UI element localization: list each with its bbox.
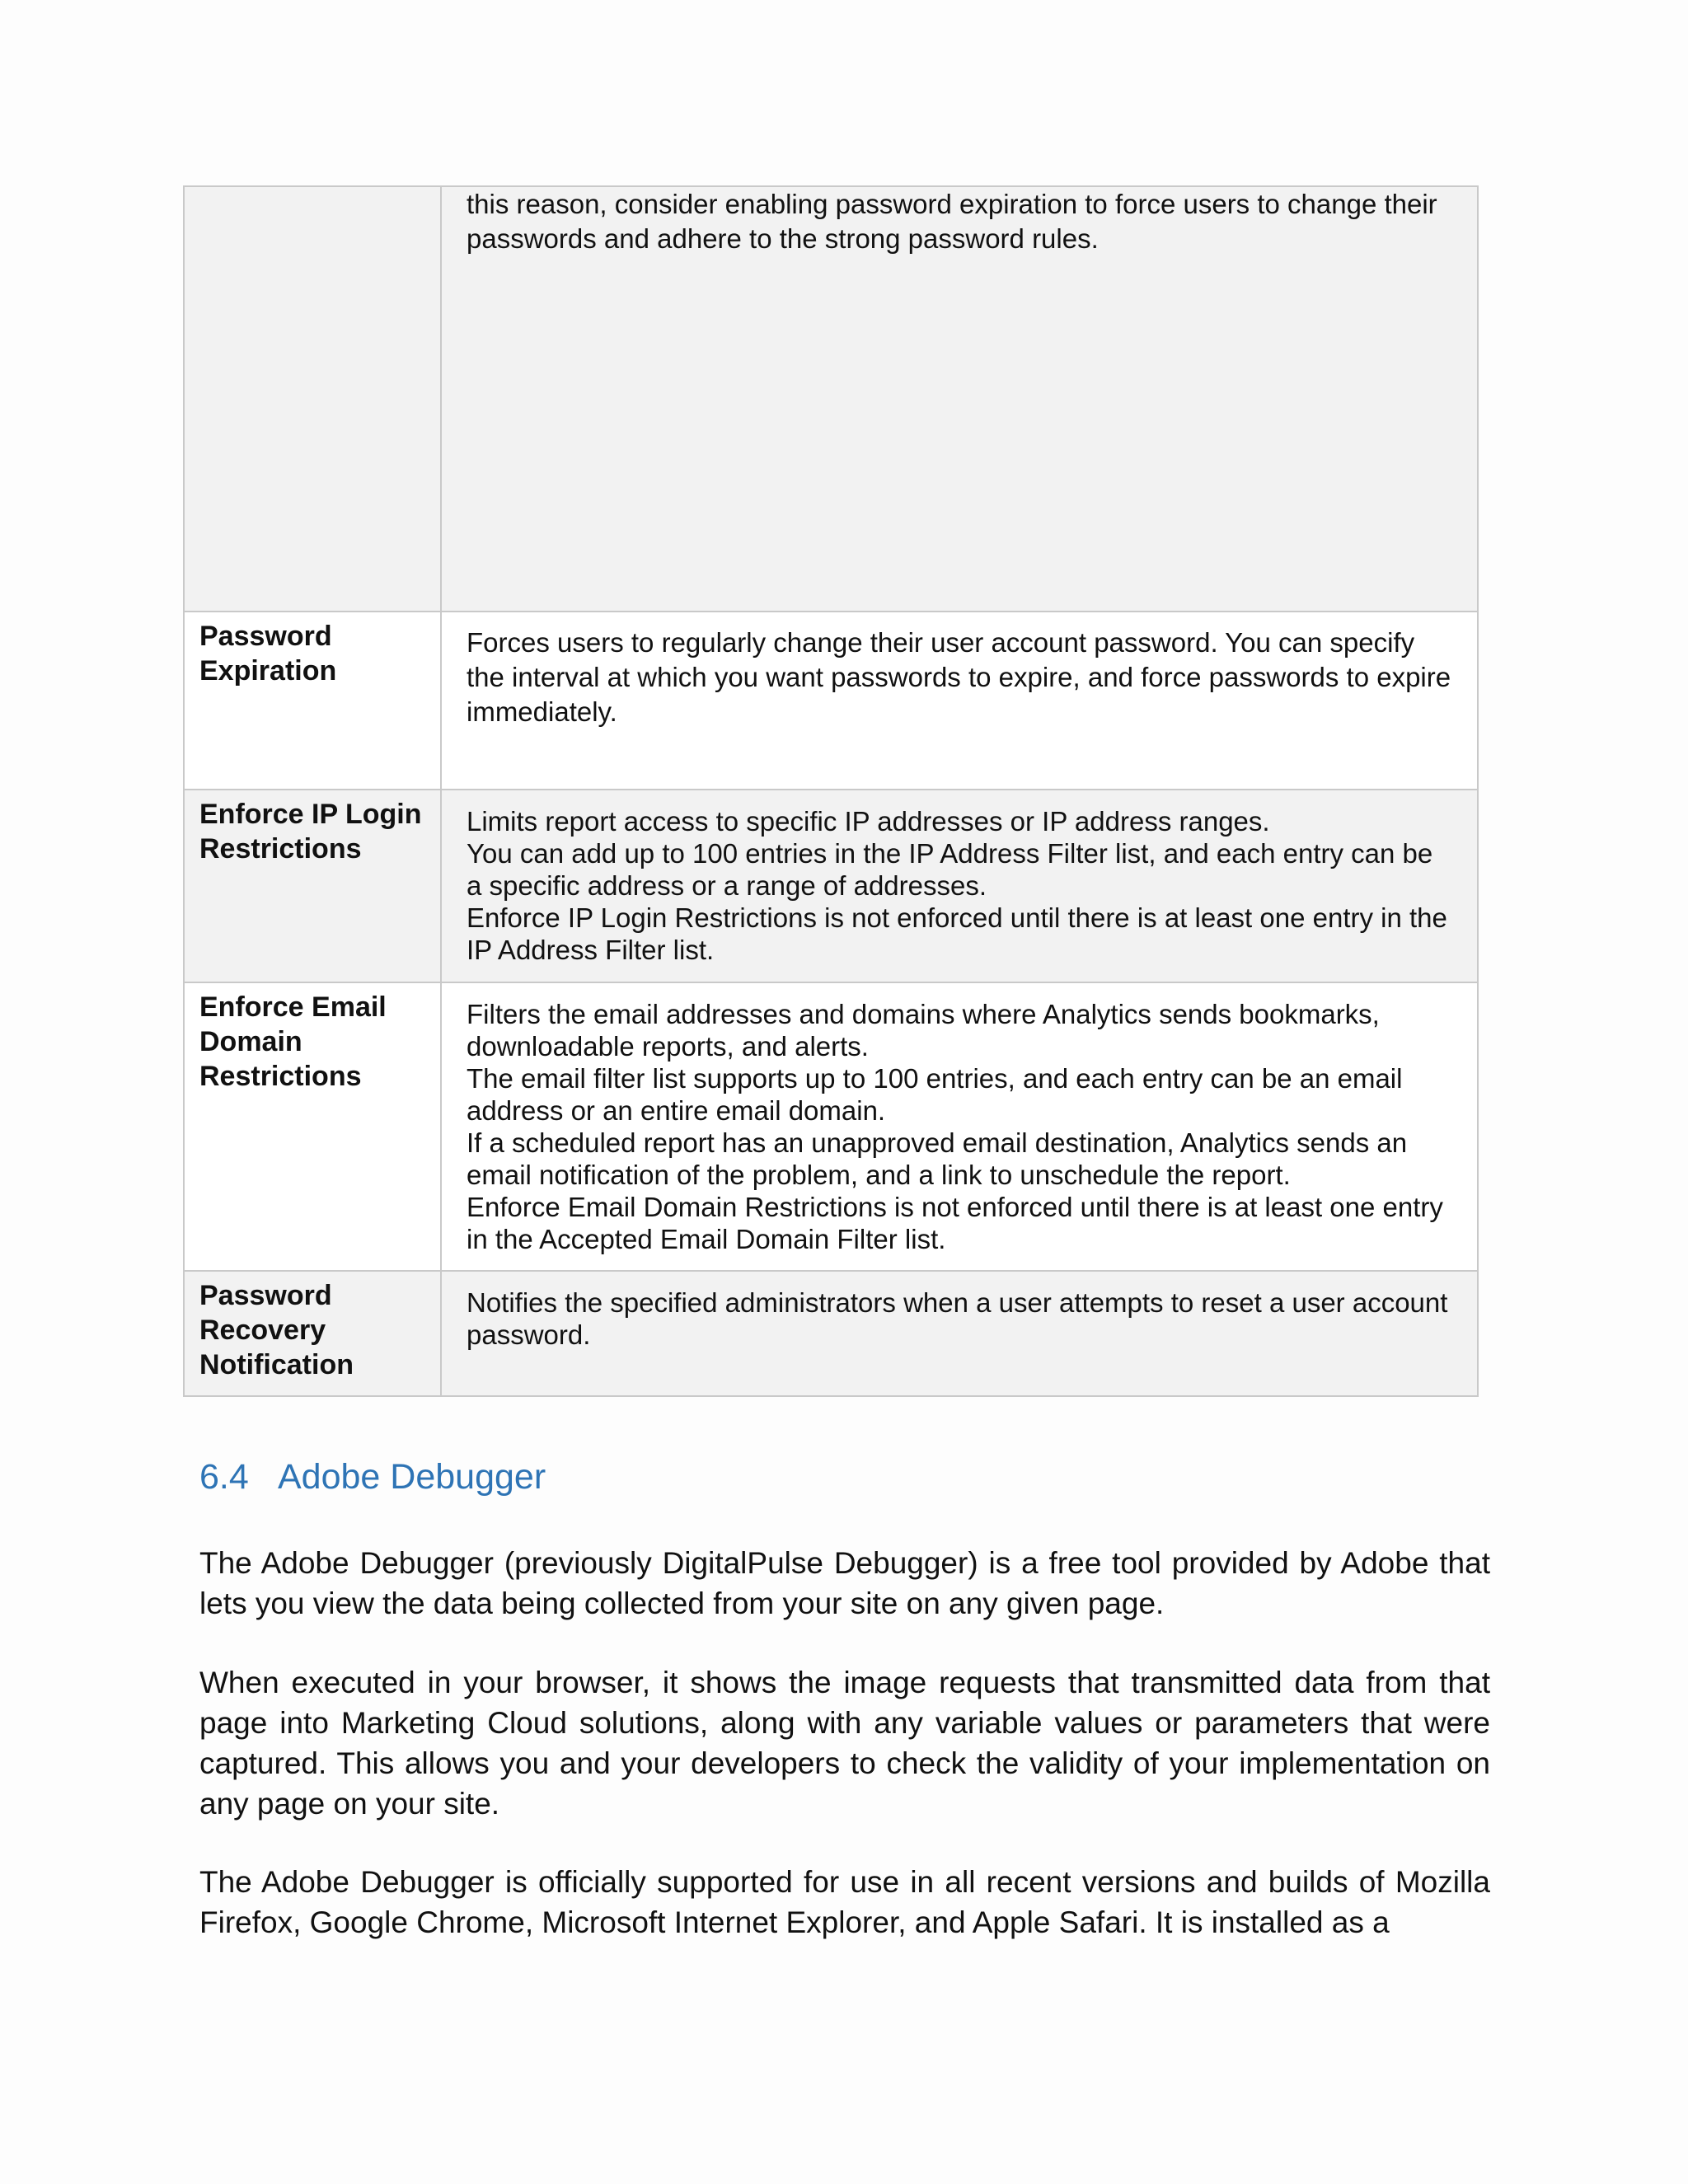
description-text: Limits report access to specific IP addresses or IP address ranges. <box>467 806 1270 837</box>
description-text: Notifies the specified administrators when a user attempts to reset a user account password. <box>467 1287 1448 1350</box>
description-text: Forces users to regularly change their user account password. You can specify the interval at which you want passwords to expire, and force passwords to expire immediately. <box>467 627 1451 727</box>
description-text: this reason, consider enabling password expiration to force users to change their passwords and adhere to the strong password rules. <box>467 189 1437 254</box>
body-paragraph: The Adobe Debugger is officially supported for use in all recent versions and builds of Mozilla Firefox, Google Chrome, Microsoft Internet Explorer, and Apple Safari. It is installed as a <box>199 1865 1490 1939</box>
setting-description-cell <box>441 790 1478 982</box>
setting-description-cell <box>441 612 1478 790</box>
security-settings-table <box>183 185 1479 1397</box>
setting-name-cell <box>184 612 441 790</box>
description-text: Filters the email addresses and domains where Analytics sends bookmarks, downloadable reports, and alerts. <box>467 999 1380 1062</box>
section-title: Adobe Debugger <box>278 1457 546 1497</box>
description-text: If a scheduled report has an unapproved email destination, Analytics sends an email notification of the problem, and a link to unschedule the report. <box>467 1127 1408 1190</box>
description-text: Enforce IP Login Restrictions is not enforced until there is at least one entry in the IP Address Filter list. <box>467 902 1447 965</box>
body-paragraph: When executed in your browser, it shows the image requests that transmitted data from that page into Marketing Cloud solutions, along with any variable values or parameters that were captured. This allows you and your developers to check the validity of your implementation on any page on your site. <box>199 1666 1490 1821</box>
setting-name: Password Recovery Notification <box>199 1280 354 1380</box>
section-number: 6.4 <box>199 1457 249 1497</box>
table-row <box>184 612 1478 790</box>
setting-name: Enforce IP Login Restrictions <box>199 799 422 865</box>
setting-name-cell <box>184 186 441 612</box>
description-text: The email filter list supports up to 100 entries, and each entry can be an email address or an entire email domain. <box>467 1063 1403 1126</box>
table-row <box>184 1271 1478 1396</box>
table-row <box>184 186 1478 612</box>
description-text: Enforce Email Domain Restrictions is not enforced until there is at least one entry in the Accepted Email Domain Filter list. <box>467 1192 1443 1254</box>
table-row <box>184 790 1478 982</box>
table-row <box>184 982 1478 1271</box>
body-paragraph: The Adobe Debugger (previously DigitalPulse Debugger) is a free tool provided by Adobe that lets you view the data being collected from your site on any given page. <box>199 1546 1490 1620</box>
setting-name-cell <box>184 982 441 1271</box>
setting-description-cell <box>441 982 1478 1271</box>
description-text: You can add up to 100 entries in the IP Address Filter list, and each entry can be a specific address or a range of addresses. <box>467 838 1433 901</box>
setting-name: Password Expiration <box>199 621 337 687</box>
setting-description-cell <box>441 1271 1478 1396</box>
setting-name-cell <box>184 790 441 982</box>
setting-description-cell <box>441 186 1478 612</box>
section-heading <box>199 1457 546 1497</box>
setting-name-cell <box>184 1271 441 1396</box>
setting-name: Enforce Email Domain Restrictions <box>199 991 387 1092</box>
